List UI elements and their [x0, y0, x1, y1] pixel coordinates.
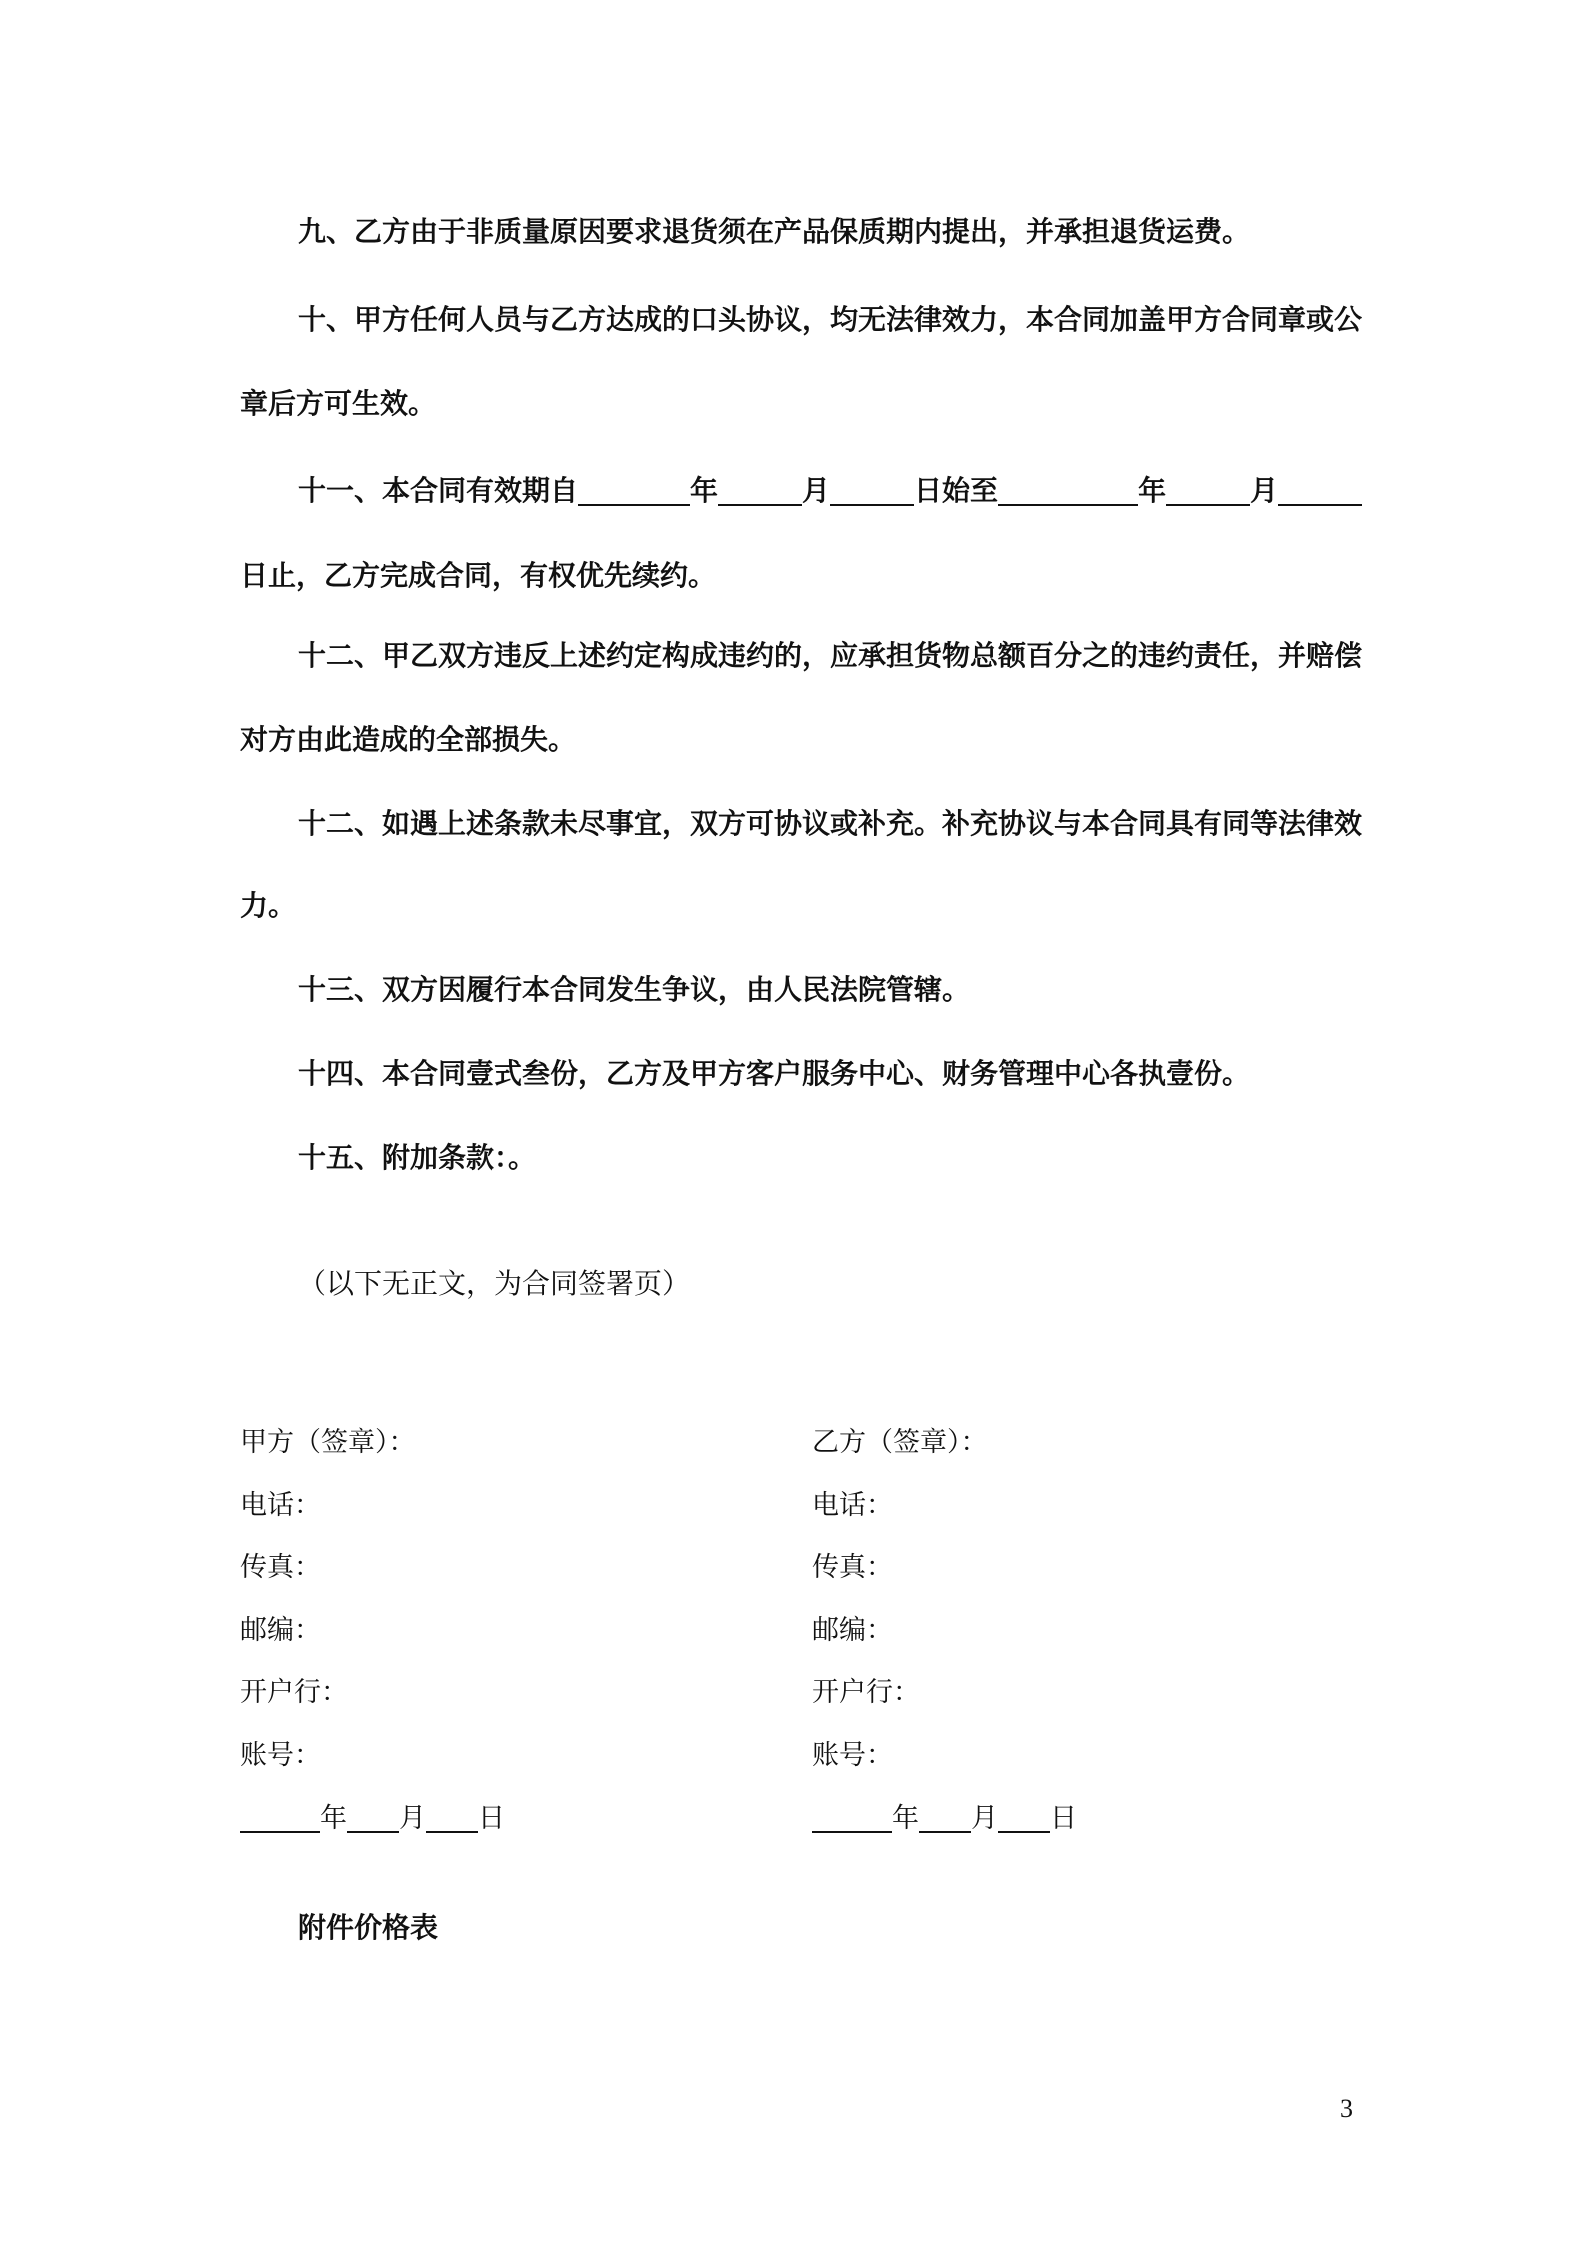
party-b-date-month: 月: [971, 1803, 998, 1834]
clause-11-day-to: 日始至: [914, 474, 999, 507]
party-b-account: 账号：: [812, 1740, 893, 1771]
party-b-blank-day: [998, 1801, 1050, 1833]
clause-11-month: 月: [802, 474, 831, 507]
clause-11-line2: 日止，乙方完成合同，有权优先续约。: [240, 559, 717, 592]
blank-month-end: [1166, 474, 1250, 506]
party-a-blank-year: [240, 1801, 320, 1833]
party-b-blank-year: [812, 1801, 892, 1833]
clause-15: 十五、附加条款：。: [298, 1141, 537, 1174]
party-a-sign: 甲方（签章）：: [240, 1427, 416, 1458]
party-b-phone: 电话：: [812, 1490, 893, 1521]
clause-11-prefix: 十一、本合同有效期自: [298, 474, 579, 507]
clause-10-line2: 章后方可生效。: [240, 387, 437, 420]
party-b-fax: 传真：: [812, 1552, 893, 1583]
blank-day-start: [830, 474, 914, 506]
clause-10-line1: 十、甲方任何人员与乙方达成的口头协议，均无法律效力，本合同加盖甲方合同章或公: [298, 303, 1363, 336]
party-a-bank: 开户行：: [240, 1677, 348, 1708]
party-a-phone: 电话：: [240, 1490, 321, 1521]
page-number: 3: [1340, 2094, 1353, 2123]
party-b-sign: 乙方（签章）：: [812, 1427, 988, 1458]
clause-12b-line1: 十二、如遇上述条款未尽事宜，双方可协议或补充。补充协议与本合同具有同等法律效: [298, 807, 1363, 840]
clause-13: 十三、双方因履行本合同发生争议，由人民法院管辖。: [298, 973, 971, 1006]
party-b-date-day: 日: [1050, 1803, 1077, 1834]
no-text-note: （以下无正文，为合同签署页）: [298, 1267, 691, 1300]
clause-11-line1: [298, 469, 1362, 509]
party-b-bank: 开户行：: [812, 1677, 920, 1708]
party-a-postcode: 邮编：: [240, 1615, 321, 1646]
attachment-title: 附件价格表: [298, 1911, 439, 1944]
clause-14: 十四、本合同壹式叁份，乙方及甲方客户服务中心、财务管理中心各执壹份。: [298, 1057, 1251, 1090]
clause-12a-line1: 十二、甲乙双方违反上述约定构成违约的，应承担货物总额百分之的违约责任，并赔偿: [298, 639, 1363, 672]
clause-11-year: 年: [690, 474, 719, 507]
clause-12a-line2: 对方由此造成的全部损失。: [240, 723, 577, 756]
blank-day-end: [1278, 474, 1362, 506]
party-b-date: [812, 1796, 1077, 1835]
party-b-date-year: 年: [892, 1803, 919, 1834]
party-a-blank-day: [426, 1801, 478, 1833]
clause-11-year2: 年: [1138, 474, 1167, 507]
party-a-date-day: 日: [478, 1803, 505, 1834]
clause-12b-line2: 力。: [240, 889, 297, 922]
blank-month-start: [718, 474, 802, 506]
party-a-blank-month: [347, 1801, 399, 1833]
party-b-blank-month: [919, 1801, 971, 1833]
party-a-fax: 传真：: [240, 1552, 321, 1583]
party-a-date-month: 月: [399, 1803, 426, 1834]
blank-year-end: [998, 474, 1138, 506]
party-a-date: [240, 1796, 505, 1835]
party-a-account: 账号：: [240, 1740, 321, 1771]
party-a-date-year: 年: [320, 1803, 347, 1834]
clause-9: 九、乙方由于非质量原因要求退货须在产品保质期内提出，并承担退货运费。: [298, 215, 1251, 248]
clause-11-month2: 月: [1250, 474, 1279, 507]
party-b-postcode: 邮编：: [812, 1615, 893, 1646]
blank-year-start: [578, 474, 690, 506]
